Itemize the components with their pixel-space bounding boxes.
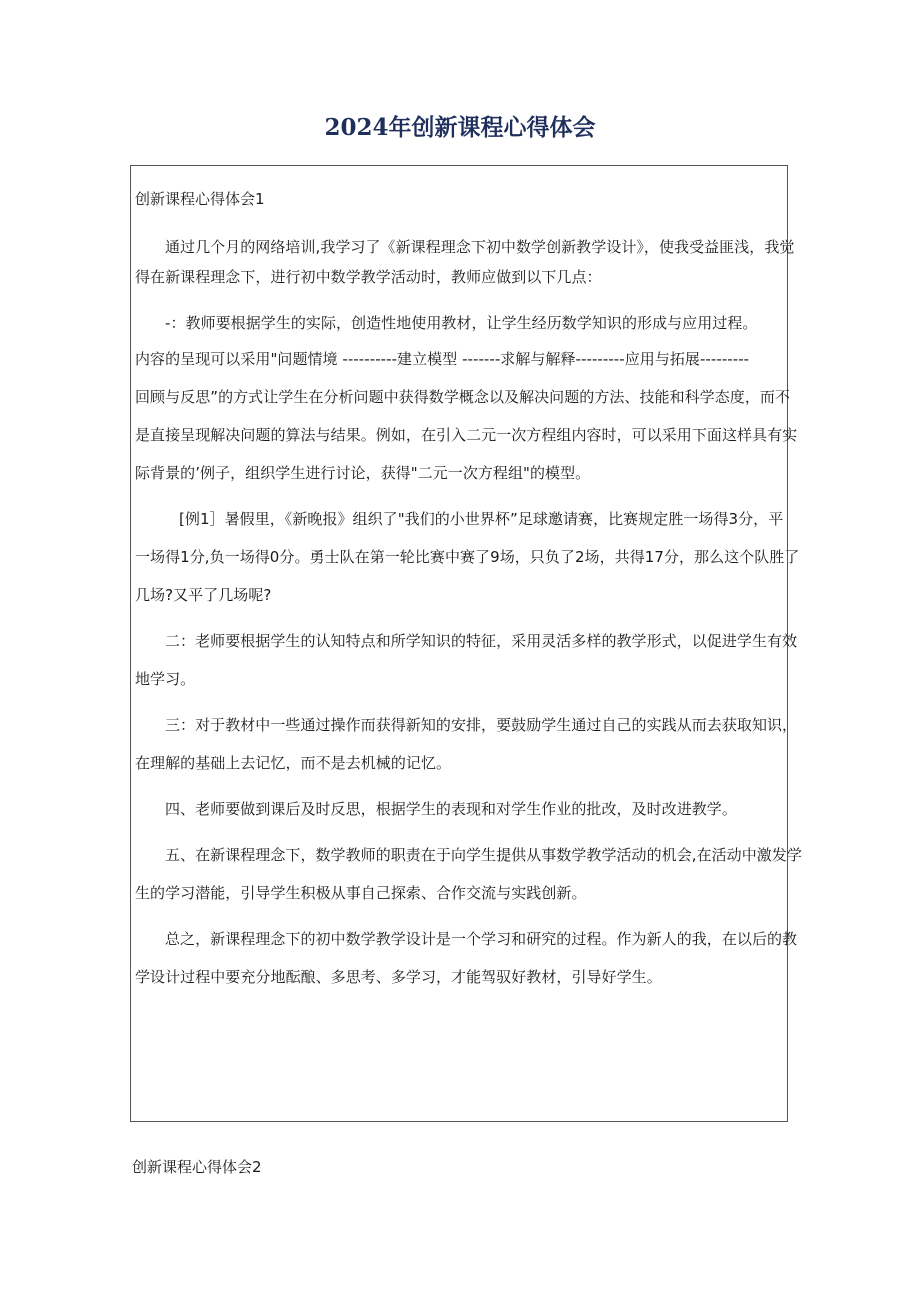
text-line: 五、在新课程理念下，数学教师的职责在于向学生提供从事数学教学活动的机会,在活动中激发学 <box>165 846 802 864</box>
text-line: 三：对于教材中一些通过操作而获得新知的安排，要鼓励学生通过自己的实践从而去获取知识， <box>165 716 798 734</box>
text-line: 总之，新课程理念下的初中数学教学设计是一个学习和研究的过程。作为新人的我，在以后的教 <box>165 930 798 948</box>
text-line: 是直接呈现解决问题的算法与结果。例如，在引入二元一次方程组内容时，可以采用下面这样具有实 <box>135 426 798 444</box>
text-line: 几场?又平了几场呢? <box>135 586 272 604</box>
section-heading-1: 创新课程心得体会1 <box>135 190 265 208</box>
section-heading-2: 创新课程心得体会2 <box>132 1158 262 1176</box>
paragraph-point-2 <box>135 626 798 694</box>
paragraph-point-3 <box>135 710 798 778</box>
paragraph-point-1 <box>135 308 785 338</box>
paragraph-conclusion <box>135 924 798 992</box>
text-line: 内容的呈现可以采用"问题情境 ----------建立模型 -------求解与解释---------应用与拓展--------- <box>135 350 750 368</box>
text-line: 地学习。 <box>135 670 196 688</box>
text-line: 学设计过程中要充分地酝酿、多思考、多学习，才能驾驭好教材，引导好学生。 <box>135 968 662 986</box>
text-line: 在理解的基础上去记忆，而不是去机械的记忆。 <box>135 754 452 772</box>
text-line: 际背景的’例子，组织学生进行讨论，获得"二元一次方程组"的模型。 <box>135 464 591 482</box>
section-body <box>135 232 802 1008</box>
content-box <box>130 165 802 1122</box>
paragraph-example-1 <box>135 504 800 610</box>
text-line: 得在新课程理念下，进行初中数学教学活动时，教师应做到以下几点： <box>135 268 602 286</box>
text-line: 回顾与反思”的方式让学生在分析问题中获得数学概念以及解决问题的方法、技能和科学态度，而不 <box>135 388 790 406</box>
paragraph-point-4 <box>135 794 785 824</box>
text-line: 一场得1分,负一场得0分。勇士队在第一轮比赛中赛了9场，只负了2场，共得17分，那么这个队胜了 <box>135 548 800 566</box>
paragraph-intro <box>135 232 795 292</box>
text-line: 生的学习潜能，引导学生积极从事自己探索、合作交流与实践创新。 <box>135 884 587 902</box>
text-line: 通过几个月的网络培训,我学习了《新课程理念下初中数学创新教学设计》，使我受益匪浅，我觉 <box>165 238 795 256</box>
text-line: [例1］暑假里，《新晚报》组织了"我们的小世界杯”足球邀请赛，比赛规定胜一场得3分，平 <box>179 510 784 528</box>
paragraph-point-5 <box>135 840 802 908</box>
document-title: 2024年创新课程心得体会 <box>324 114 596 141</box>
text-line: 二：老师要根据学生的认知特点和所学知识的特征，采用灵活多样的教学形式，以促进学生有效 <box>165 632 798 650</box>
text-line: 四、老师要做到课后及时反思，根据学生的表现和对学生作业的批改，及时改进教学。 <box>165 800 737 818</box>
paragraph-content-presentation <box>135 344 798 488</box>
text-line: -：教师要根据学生的实际，创造性地使用教材，让学生经历数学知识的形成与应用过程。 <box>165 314 758 332</box>
